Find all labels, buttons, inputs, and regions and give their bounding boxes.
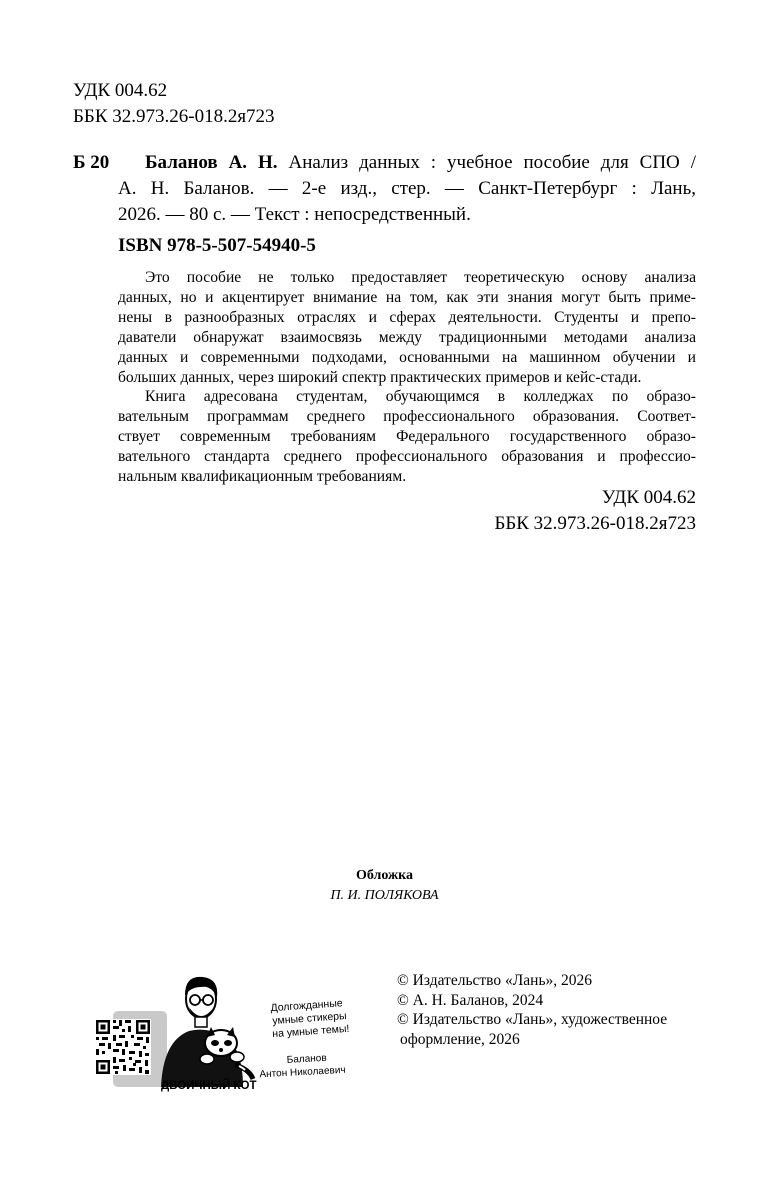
udk-code: УДК 004.62 xyxy=(73,80,168,101)
entry-author: Баланов А. Н. xyxy=(145,152,278,173)
annotation-line: вательного стандарта среднего профессионального образования и профессио- xyxy=(118,448,696,466)
annotation-line: Это пособие не только предоставляет теоретическую основу анализа xyxy=(145,269,696,286)
cover-credit xyxy=(0,866,769,906)
copyright-line: © Издательство «Лань», художественное xyxy=(397,1011,668,1028)
udk-code-right: УДК 004.62 xyxy=(601,487,696,508)
sticker-caption-line: Долгожданные xyxy=(270,997,344,1015)
copyright-line: оформление, 2026 xyxy=(400,1030,520,1048)
entry-title: Анализ данных : учебное пособие для СПО / xyxy=(288,152,697,173)
annotation-line: нены в разнообразных отраслях и сферах деятельности. Студенты и препо- xyxy=(118,308,696,326)
sticker-caption-line: на умные темы! xyxy=(271,1022,350,1041)
annotation-line: даватели обнаружат взаимосвязь между традиционными методами анализа xyxy=(118,328,696,346)
annotation-paragraph-1 xyxy=(118,268,696,387)
cover-artist: П. И. ПОЛЯКОВА xyxy=(330,888,439,903)
entry-line-2: А. Н. Баланов. — 2-е изд., стер. — Санкт-Петербург : Лань, xyxy=(118,178,696,199)
copyright-block xyxy=(397,971,667,1049)
bibliographic-entry xyxy=(118,150,696,228)
header-index xyxy=(73,78,275,130)
sticker-caption-line: умные стикеры xyxy=(272,1009,347,1028)
annotation-line: данных, но и акцентирует внимание на том, как эти знания могут быть приме- xyxy=(118,288,696,306)
author-sign: Б 20 xyxy=(73,152,110,173)
annotation xyxy=(118,268,696,487)
sticker-author-line: Баланов xyxy=(286,1052,327,1066)
annotation-line: данных и современными подходами, основанными на машинном обучении и xyxy=(118,348,696,366)
entry-line-1 xyxy=(118,150,696,176)
annotation-paragraph-2 xyxy=(118,387,696,487)
bbk-code: ББК 32.973.26-018.2я723 xyxy=(73,106,275,127)
bbk-code-right: ББК 32.973.26-018.2я723 xyxy=(494,513,696,534)
copyright-line: © Издательство «Лань», 2026 xyxy=(397,972,593,989)
qr-code-icon xyxy=(95,1019,151,1075)
footer-index xyxy=(494,485,696,537)
sticker-author-line: Антон Николаевич xyxy=(259,1064,346,1081)
annotation-line: ствует современным требованиям Федерального государственного образо- xyxy=(118,428,696,446)
cover-credit-title: Обложка xyxy=(355,868,414,883)
entry-line-3: 2026. — 80 с. — Текст : непосредственный. xyxy=(118,204,471,225)
annotation-line: нальным квалификационным требованиям. xyxy=(118,468,407,486)
annotation-line: Книга адресована студентам, обучающимся в колледжах по образо- xyxy=(145,388,696,406)
annotation-line: больших данных, через широкий спектр практических примеров и кейс-стади. xyxy=(118,368,642,386)
annotation-line: вательным программам среднего профессионального образования. Соответ- xyxy=(118,408,696,426)
copyright-line: © А. Н. Баланов, 2024 xyxy=(397,991,544,1009)
promo-sticker xyxy=(93,969,358,1094)
isbn: ISBN 978-5-507-54940-5 xyxy=(118,235,316,256)
sticker-brand: ДВОИЧНЫЙ КОТ xyxy=(161,1080,257,1092)
